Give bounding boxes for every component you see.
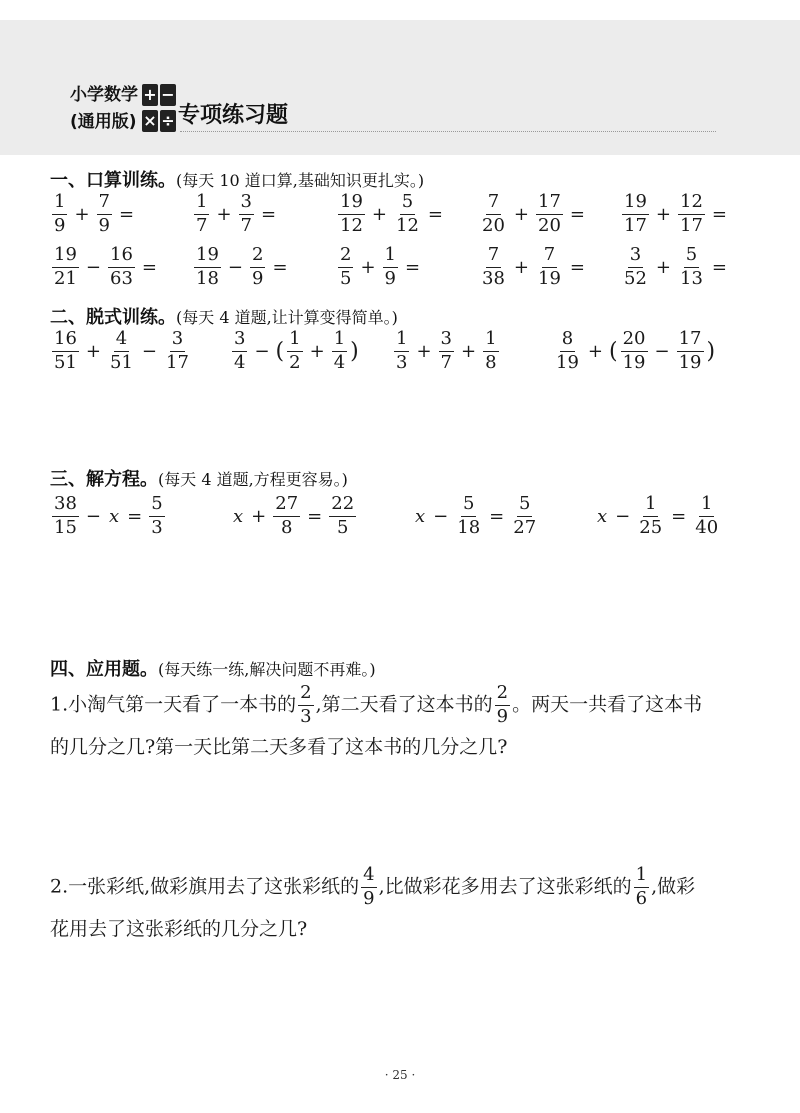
fraction: $\frac{1}{25}$	[639, 493, 663, 538]
section-4-heading: 四、应用题。	[50, 659, 158, 680]
mental-math-item: $\frac{1}{7}$ + $\frac{3}{7}$ =	[196, 191, 277, 236]
mental-math-item: $\frac{19}{18}$ − $\frac{2}{9}$ =	[196, 244, 288, 289]
fraction: $\frac{7}{9}$	[98, 191, 110, 236]
fraction: $\frac{19}{12}$	[340, 191, 363, 236]
fraction: $\frac{5}{18}$	[457, 493, 481, 538]
fraction: $\frac{16}{51}$	[54, 328, 77, 373]
mental-math-item: $\frac{7}{20}$ + $\frac{17}{20}$ =	[482, 191, 585, 236]
step-expression-1: $\frac{16}{51}$ + $\frac{4}{51}$ − $\frac{3}{17}$	[54, 328, 189, 373]
fraction: $\frac{16}{63}$	[110, 244, 133, 289]
problem-2-line-2: 花用去了这张彩纸的几分之几?	[50, 917, 308, 940]
step-expression-4: $\frac{8}{19}$ + ( $\frac{20}{19}$ − $\frac{17}{19}$ )	[556, 328, 716, 373]
fraction: $\frac{1}{9}$	[54, 191, 66, 236]
fraction: $\frac{19}{18}$	[196, 244, 219, 289]
fraction: $\frac{7}{38}$	[482, 244, 505, 289]
fraction: $\frac{1}{4}$	[333, 328, 346, 373]
fraction: $\frac{1}{8}$	[485, 328, 497, 373]
section-4-title	[50, 655, 376, 681]
section-1-heading: 一、口算训练。	[50, 170, 176, 191]
variable-x: x	[415, 505, 426, 527]
fraction: $\frac{1}{9}$	[384, 244, 396, 289]
problem-2-line-1: 2.一张彩纸,做彩旗用去了这张彩纸的 $\frac{4}{9}$ ,比做彩花多用去了这张彩纸的 $\frac{1}{6}$ ,做彩	[50, 864, 696, 909]
divide-icon: ÷	[161, 111, 175, 130]
brand-line2: (通用版)	[70, 112, 137, 132]
fraction: $\frac{17}{19}$	[678, 328, 702, 373]
variable-x: x	[233, 505, 244, 527]
brand	[70, 82, 138, 136]
mental-math-item: $\frac{19}{21}$ − $\frac{16}{63}$ =	[54, 244, 157, 289]
mental-math-item: $\frac{1}{9}$ + $\frac{7}{9}$ =	[54, 191, 135, 236]
section-3-title	[50, 465, 348, 491]
fraction: $\frac{2}{9}$	[252, 244, 264, 289]
variable-x: x	[109, 505, 120, 527]
fraction: $\frac{27}{8}$	[275, 493, 299, 538]
problem-1-line-1: 1.小淘气第一天看了一本书的 $\frac{2}{3}$ ,第二天看了这本书的 $\frac{2}{9}$ 。两天一共看了这本书	[50, 682, 703, 727]
equation-3: x − $\frac{5}{18}$ = $\frac{5}{27}$	[415, 493, 537, 538]
fraction: $\frac{38}{15}$	[54, 493, 77, 538]
fraction: $\frac{1}{6}$	[635, 864, 648, 909]
variable-x: x	[597, 505, 608, 527]
section-3-note: (每天 4 道题,方程更容易。)	[158, 470, 348, 489]
fraction: $\frac{8}{19}$	[556, 328, 579, 373]
equation-2: x + $\frac{27}{8}$ = $\frac{22}{5}$	[233, 493, 355, 538]
fraction: $\frac{1}{40}$	[695, 493, 719, 538]
fraction: $\frac{1}{7}$	[196, 191, 208, 236]
fraction: $\frac{3}{17}$	[166, 328, 189, 373]
operator-icons	[142, 84, 180, 134]
fraction: $\frac{20}{19}$	[622, 328, 646, 373]
fraction: $\frac{3}{7}$	[440, 328, 452, 373]
step-expression-2: $\frac{3}{4}$ − ( $\frac{1}{2}$ + $\frac{1}{4}$ )	[234, 328, 359, 373]
fraction: $\frac{2}{9}$	[496, 682, 509, 727]
mental-math-item: $\frac{7}{38}$ + $\frac{7}{19}$ =	[482, 244, 585, 289]
fraction: $\frac{5}{12}$	[396, 191, 419, 236]
mental-math-item: $\frac{2}{5}$ + $\frac{1}{9}$ =	[340, 244, 421, 289]
section-2-title	[50, 303, 398, 329]
fraction: $\frac{12}{17}$	[680, 191, 703, 236]
step-expression-3: $\frac{1}{3}$ + $\frac{3}{7}$ + $\frac{1}{8}$	[396, 328, 497, 373]
fraction: $\frac{7}{20}$	[482, 191, 505, 236]
section-1-title	[50, 166, 424, 192]
fraction: $\frac{4}{9}$	[363, 864, 375, 909]
fraction: $\frac{1}{3}$	[396, 328, 408, 373]
minus-icon: −	[161, 85, 175, 104]
problem-1-line-2: 的几分之几?第一天比第二天多看了这本书的几分之几?	[50, 735, 508, 758]
fraction: $\frac{22}{5}$	[331, 493, 355, 538]
times-icon: ×	[143, 111, 157, 130]
mental-math-item: $\frac{19}{12}$ + $\frac{5}{12}$ =	[340, 191, 443, 236]
equation-1: $\frac{38}{15}$ − x = $\frac{5}{3}$	[54, 493, 163, 538]
fraction: $\frac{2}{3}$	[300, 682, 312, 727]
fraction: $\frac{19}{17}$	[624, 191, 647, 236]
fraction: $\frac{5}{3}$	[151, 493, 163, 538]
section-3-heading: 三、解方程。	[50, 469, 158, 490]
fraction: $\frac{7}{19}$	[538, 244, 561, 289]
section-4-note: (每天练一练,解决问题不再难。)	[158, 660, 376, 679]
fraction: $\frac{1}{2}$	[289, 328, 301, 373]
plus-icon: +	[143, 85, 157, 104]
section-2-note: (每天 4 道题,让计算变得简单。)	[176, 308, 398, 327]
fraction: $\frac{5}{13}$	[680, 244, 703, 289]
fraction: $\frac{3}{52}$	[624, 244, 647, 289]
word-problem-2	[50, 866, 770, 949]
brand-line1: 小学数学	[70, 85, 138, 105]
page-number: · 25 ·	[384, 1068, 416, 1082]
mental-math-item: $\frac{3}{52}$ + $\frac{5}{13}$ =	[624, 244, 727, 289]
fraction: $\frac{5}{27}$	[513, 493, 537, 538]
fraction: $\frac{3}{7}$	[240, 191, 252, 236]
fraction: $\frac{19}{21}$	[54, 244, 77, 289]
section-1-note: (每天 10 道口算,基础知识更扎实。)	[176, 171, 425, 190]
fraction: $\frac{17}{20}$	[538, 191, 561, 236]
header-divider	[180, 131, 716, 132]
fraction: $\frac{3}{4}$	[234, 328, 246, 373]
fraction: $\frac{2}{5}$	[340, 244, 352, 289]
word-problem-1	[50, 684, 770, 767]
header-title: 专项练习题	[178, 103, 289, 128]
mental-math-item: $\frac{19}{17}$ + $\frac{12}{17}$ =	[624, 191, 727, 236]
fraction: $\frac{4}{51}$	[110, 328, 133, 373]
equation-4: x − $\frac{1}{25}$ = $\frac{1}{40}$	[597, 493, 719, 538]
section-2-heading: 二、脱式训练。	[50, 307, 176, 328]
